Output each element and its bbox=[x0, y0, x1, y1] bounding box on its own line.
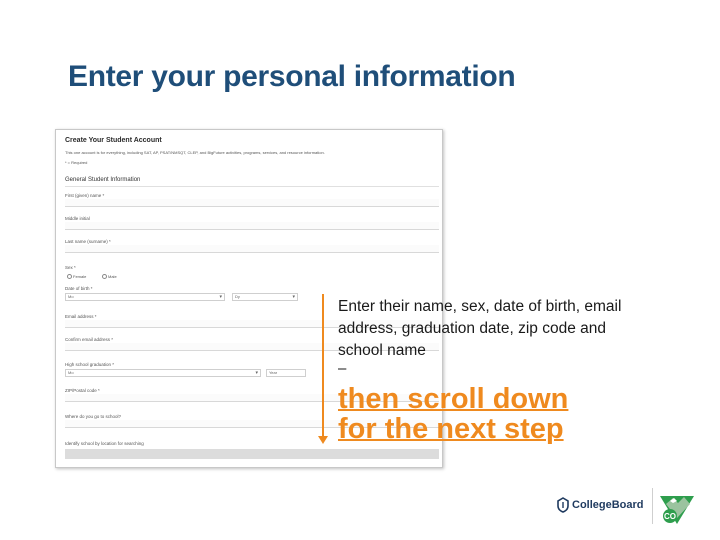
form-heading: Create Your Student Account bbox=[65, 137, 162, 144]
sex-radio-male[interactable] bbox=[102, 274, 117, 279]
chevron-down-icon: ▾ bbox=[255, 370, 258, 376]
sex-field bbox=[65, 265, 439, 271]
school-search-bar[interactable] bbox=[65, 449, 439, 459]
co-logo-text: CO bbox=[664, 512, 676, 521]
sex-label: Sex * bbox=[65, 265, 76, 270]
radio-circle-icon bbox=[102, 274, 107, 279]
required-note: * = Required bbox=[65, 160, 88, 165]
colorado-mountain-triangle-icon bbox=[658, 492, 696, 526]
callout-cta bbox=[338, 384, 568, 444]
dob-month-select[interactable] bbox=[65, 293, 225, 301]
last-name-field[interactable] bbox=[65, 239, 439, 253]
acorn-shield-icon bbox=[556, 497, 570, 513]
logo-divider bbox=[652, 488, 653, 524]
cta-line-2: for the next step bbox=[338, 413, 564, 445]
chevron-down-icon: ▾ bbox=[292, 294, 295, 300]
cta-line-1: then scroll down bbox=[338, 383, 569, 415]
zip-label: ZIP/Postal code * bbox=[65, 388, 100, 393]
radio-female-label: Female bbox=[73, 274, 87, 279]
form-intro: This one account is for everything, including SAT, AP, PSAT/NMSQT, CLEP, and BigFuture activities, programs, services, and resource information. bbox=[65, 150, 325, 155]
college-board-logo-text: CollegeBoard bbox=[572, 499, 644, 511]
callout-instruction: Enter their name, sex, date of birth, email address, graduation date, zip code and school name bbox=[338, 298, 622, 359]
first-name-input[interactable] bbox=[65, 199, 439, 207]
section-divider bbox=[65, 186, 439, 187]
school-search-label: Identify school by location for searching bbox=[65, 441, 144, 446]
callout-dash: – bbox=[338, 360, 347, 377]
college-board-logo bbox=[556, 497, 644, 513]
radio-circle-icon bbox=[67, 274, 72, 279]
radio-male-label: Male bbox=[108, 274, 117, 279]
grad-month-value: Mo bbox=[68, 370, 74, 375]
chevron-down-icon: ▾ bbox=[219, 294, 222, 300]
dob-day-select[interactable] bbox=[232, 293, 298, 301]
dob-month-value: Mo bbox=[68, 294, 74, 299]
middle-initial-label: Middle initial bbox=[65, 216, 90, 221]
dob-day-value: Dy bbox=[235, 294, 240, 299]
grad-field bbox=[65, 362, 439, 368]
dob-field bbox=[65, 286, 439, 292]
email-label: Email address * bbox=[65, 314, 97, 319]
dob-label: Date of birth * bbox=[65, 286, 93, 291]
scroll-arrow-line bbox=[322, 294, 324, 438]
last-name-label: Last name (surname) * bbox=[65, 239, 111, 244]
grad-year-select[interactable] bbox=[266, 369, 306, 377]
arrow-down-icon bbox=[318, 436, 328, 444]
first-name-field[interactable] bbox=[65, 193, 439, 207]
last-name-input[interactable] bbox=[65, 245, 439, 253]
sex-radio-female[interactable] bbox=[67, 274, 86, 279]
first-name-label: First (given) name * bbox=[65, 193, 105, 198]
confirm-email-label: Confirm email address * bbox=[65, 337, 114, 342]
grad-year-value: Year bbox=[269, 370, 278, 375]
grad-label: High school graduation * bbox=[65, 362, 115, 367]
school-label: Where do you go to school? bbox=[65, 414, 122, 419]
middle-initial-input[interactable] bbox=[65, 222, 439, 230]
grad-month-select[interactable] bbox=[65, 369, 261, 377]
colorado-logo bbox=[658, 492, 696, 531]
middle-initial-field[interactable] bbox=[65, 216, 439, 230]
section-title: General Student Information bbox=[65, 177, 141, 183]
slide-title: Enter your personal information bbox=[68, 60, 516, 93]
